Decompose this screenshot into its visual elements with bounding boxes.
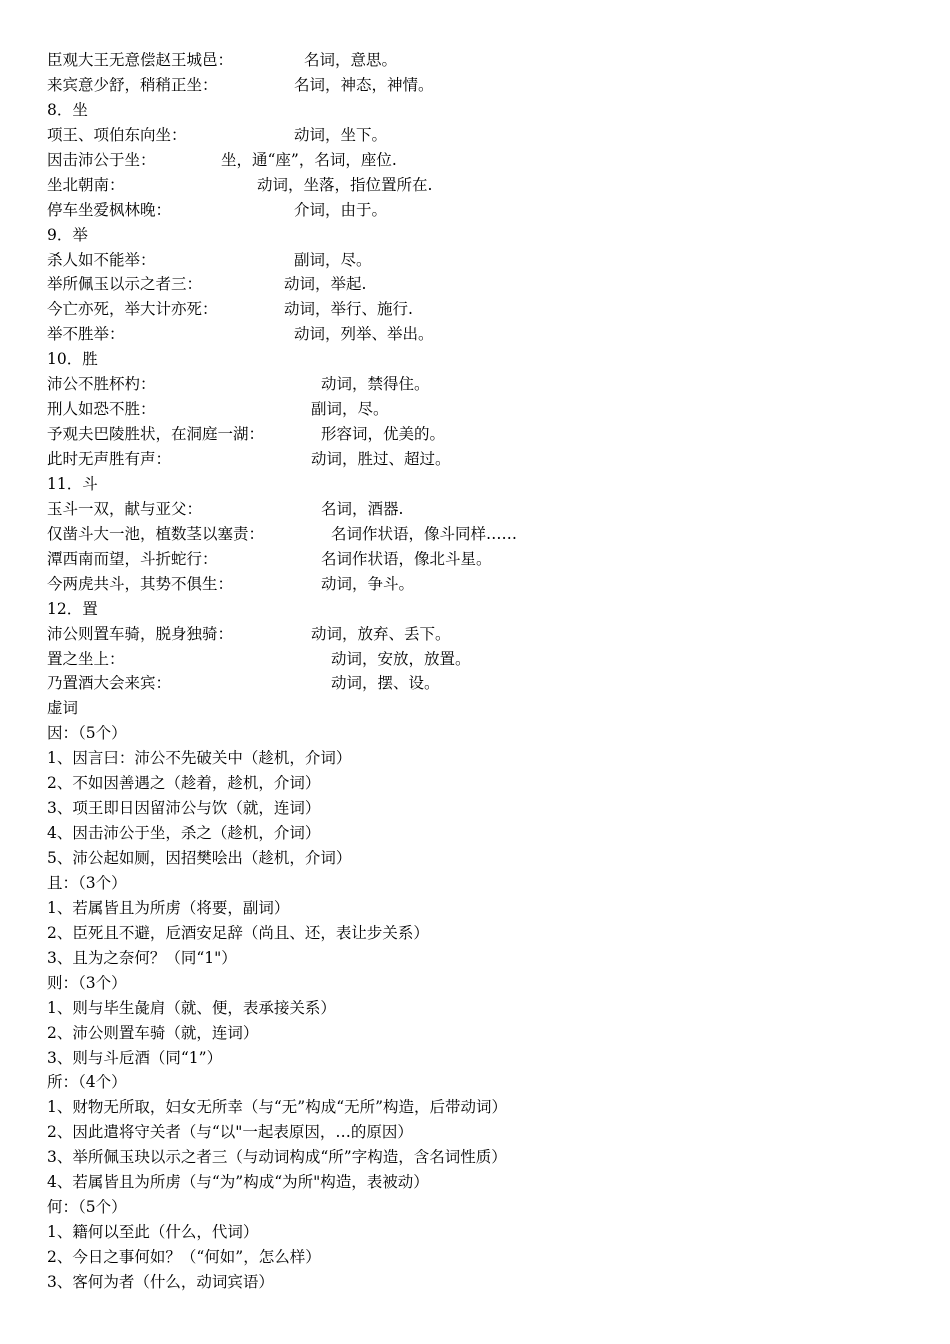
line-text: 沛公则置车骑，脱身独骑： [47,624,234,643]
line-text: 10．胜 [47,350,98,369]
document-page [47,48,927,1295]
text-line [47,522,927,547]
text-line [47,597,927,622]
line-text: 1、财物无所取，妇女无所幸（与“无”构成“无所”构造，后带动词） [47,1098,508,1117]
line-text: 所：（4个） [47,1073,127,1092]
line-explanation: 动词，安放，放置。 [331,649,471,668]
text-line [47,148,927,173]
text-line [47,73,927,98]
text-line [47,198,927,223]
line-explanation: 坐，通“座”，名词，座位. [221,150,397,169]
line-text: 3、项王即日因留沛公与饮（就，连词） [47,799,321,818]
text-line [47,497,927,522]
line-text: 2、今日之事何如？（“何如”，怎么样） [47,1248,321,1266]
line-text: 3、且为之奈何？（同“1"） [47,948,237,967]
line-text: 虚词 [47,699,79,718]
text-line [47,871,927,896]
line-explanation: 动词，坐落，指位置所在. [257,175,433,194]
text-line [47,248,927,273]
text-line [47,297,927,322]
line-text: 玉斗一双，献与亚父： [47,499,203,518]
text-line [47,846,927,871]
line-text: 置之坐上： [47,649,125,668]
text-line [47,771,927,796]
text-line [47,721,927,746]
line-text: 项王、项伯东向坐： [47,125,187,144]
line-text: 今亡亦死，举大计亦死： [47,300,218,319]
text-line [47,821,927,846]
line-explanation: 副词，尽。 [311,400,389,419]
text-line [47,322,927,347]
line-explanation: 动词，胜过、超过。 [311,450,451,468]
text-line [47,547,927,572]
line-text: 12．置 [47,599,98,618]
text-line [47,1245,927,1270]
line-text: 杀人如不能举： [47,250,156,269]
text-line [47,272,927,297]
text-line [47,647,927,672]
line-text: 1、籍何以至此（什么，代词） [47,1223,259,1242]
text-line [47,173,927,198]
line-explanation: 副词，尽。 [294,250,372,269]
text-line [47,1120,927,1145]
line-text: 举所佩玉以示之者三： [47,275,203,294]
line-text: 2、臣死且不避，卮酒安足辞（尚且、还，表让步关系） [47,923,429,942]
line-text: 则：（3个） [47,973,127,992]
text-line [47,1095,927,1120]
text-line [47,1070,927,1095]
text-line [47,397,927,422]
line-text: 3、则与斗卮酒（同“1”） [47,1048,223,1067]
text-line [47,1270,927,1295]
line-text: 2、沛公则置车骑（就，连词） [47,1023,259,1042]
line-text: 2、不如因善遇之（趁着，趁机，介词） [47,774,321,793]
line-text: 因：（5个） [47,724,127,743]
text-line [47,422,927,447]
line-explanation: 动词，摆、设。 [331,674,440,693]
line-text: 11．斗 [47,474,98,493]
text-line [47,996,927,1021]
line-text: 坐北朝南： [47,175,125,194]
line-text: 5、沛公起如厕，因招樊哙出（趁机，介词） [47,849,352,867]
line-explanation: 动词，列举、举出。 [294,325,434,344]
text-line [47,1021,927,1046]
text-line [47,921,927,946]
text-line [47,1145,927,1170]
line-text: 今两虎共斗，其势不俱生： [47,574,234,593]
line-text: 且：（3个） [47,873,127,892]
line-text: 4、若属皆且为所虏（与“为”构成“为所"构造，表被动） [47,1173,429,1192]
text-line [47,48,927,73]
line-text: 因击沛公于坐： [47,150,156,169]
line-explanation: 动词，举行、施行. [284,300,413,319]
line-text: 3、客何为者（什么，动词宾语） [47,1272,274,1291]
text-line [47,946,927,971]
text-line [47,1195,927,1220]
text-line [47,223,927,248]
line-explanation: 介词，由于。 [294,200,388,219]
line-text: 2、因此遣将守关者（与“以"一起表原因，…的原因） [47,1123,413,1142]
line-text: 来宾意少舒，稍稍正坐： [47,75,218,94]
line-text: 4、因击沛公于坐，杀之（趁机，介词） [47,824,321,843]
text-line [47,98,927,123]
line-explanation: 动词，争斗。 [321,574,415,593]
text-line [47,572,927,597]
text-line [47,696,927,721]
line-text: 1、若属皆且为所虏（将要，副词） [47,898,290,917]
text-line [47,1170,927,1195]
line-text: 何：（5个） [47,1198,127,1217]
line-text: 予观夫巴陵胜状，在洞庭一湖： [47,425,265,444]
line-text: 9．举 [47,225,88,244]
line-text: 停车坐爱枫林晚： [47,200,172,219]
text-line [47,971,927,996]
line-text: 仅凿斗大一池，植数茎以塞责： [47,524,265,543]
line-text: 1、则与毕生彘肩（就、便，表承接关系） [47,998,336,1017]
text-line [47,347,927,372]
line-text: 刑人如恐不胜： [47,400,156,419]
text-line [47,796,927,821]
text-line [47,1046,927,1071]
text-line [47,1220,927,1245]
line-text: 潭西南而望，斗折蛇行： [47,549,218,568]
text-line [47,622,927,647]
text-line [47,896,927,921]
line-explanation: 名词，神态，神情。 [294,75,434,94]
line-text: 沛公不胜杯杓： [47,375,156,394]
line-explanation: 名词作状语，像北斗星。 [321,549,492,568]
line-text: 1、因言曰：沛公不先破关中（趁机，介词） [47,749,352,768]
line-text: 乃置酒大会来宾： [47,674,172,693]
text-line [47,447,927,472]
text-line [47,123,927,148]
line-explanation: 动词，举起. [284,275,367,294]
line-explanation: 名词作状语，像斗同样…… [331,524,518,543]
text-line [47,372,927,397]
line-text: 此时无声胜有声： [47,450,172,468]
text-line [47,671,927,696]
line-text: 3、举所佩玉玦以示之者三（与动词构成“所”字构造，含名词性质） [47,1148,507,1167]
text-line [47,746,927,771]
line-explanation: 动词，坐下。 [294,125,388,144]
line-text: 举不胜举： [47,325,125,344]
line-explanation: 形容词，优美的。 [321,425,446,444]
line-explanation: 名词，酒器. [321,499,404,518]
line-text: 8．坐 [47,100,88,119]
line-explanation: 名词，意思。 [304,51,398,69]
line-explanation: 动词，禁得住。 [321,375,430,394]
text-line [47,472,927,497]
line-explanation: 动词，放弃、丢下。 [311,624,451,643]
line-text: 臣观大王无意偿赵王城邑： [47,51,234,69]
